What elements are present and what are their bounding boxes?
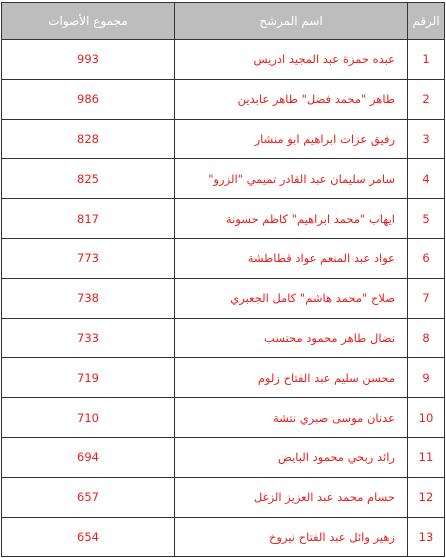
table-body bbox=[2, 40, 445, 557]
table-row bbox=[2, 119, 445, 159]
header-votes: مجموع الأصوات bbox=[2, 3, 175, 40]
candidate-number-cell: 3 bbox=[408, 119, 445, 159]
candidate-number-cell: 13 bbox=[408, 517, 445, 557]
candidate-name-cell: طاهر "محمد فضل" طاهر عابدين bbox=[175, 79, 408, 119]
candidate-name-cell: عدنان موسى صبري نتشة bbox=[175, 398, 408, 438]
candidates-votes-table bbox=[1, 2, 445, 557]
candidate-name-cell: محسن سليم عبد الفتاح زلوم bbox=[175, 358, 408, 398]
candidate-number-cell: 4 bbox=[408, 159, 445, 199]
table-row bbox=[2, 40, 445, 80]
candidate-number-cell: 1 bbox=[408, 40, 445, 80]
table-row bbox=[2, 318, 445, 358]
votes-cell: 825 bbox=[2, 159, 175, 199]
votes-cell: 993 bbox=[2, 40, 175, 80]
votes-cell: 710 bbox=[2, 398, 175, 438]
candidate-number-cell: 6 bbox=[408, 238, 445, 278]
candidate-name-cell: نضال طاهر محمود محتسب bbox=[175, 318, 408, 358]
votes-cell: 828 bbox=[2, 119, 175, 159]
table-row bbox=[2, 79, 445, 119]
candidate-number-cell: 12 bbox=[408, 477, 445, 517]
candidate-name-cell: صلاح "محمد هاشم" كامل الجعبري bbox=[175, 278, 408, 318]
table-row bbox=[2, 477, 445, 517]
votes-cell: 733 bbox=[2, 318, 175, 358]
candidate-number-cell: 7 bbox=[408, 278, 445, 318]
table-row bbox=[2, 278, 445, 318]
candidate-number-cell: 5 bbox=[408, 199, 445, 239]
header-num: الرقم bbox=[408, 3, 445, 40]
candidate-name-cell: عواد عبد المنعم عواد قطاطشة bbox=[175, 238, 408, 278]
candidate-number-cell: 11 bbox=[408, 437, 445, 477]
votes-cell: 694 bbox=[2, 437, 175, 477]
table-row bbox=[2, 437, 445, 477]
votes-cell: 719 bbox=[2, 358, 175, 398]
header-name: اسم المرشح bbox=[175, 3, 408, 40]
table-row bbox=[2, 517, 445, 557]
candidate-name-cell: رفيق عزات ابراهيم ابو منشار bbox=[175, 119, 408, 159]
candidate-number-cell: 10 bbox=[408, 398, 445, 438]
candidate-name-cell: زهير وائل عبد الفتاح نيروخ bbox=[175, 517, 408, 557]
candidate-number-cell: 2 bbox=[408, 79, 445, 119]
candidate-name-cell: ايهاب "محمد ابراهيم" كاظم حسونة bbox=[175, 199, 408, 239]
votes-cell: 773 bbox=[2, 238, 175, 278]
votes-cell: 654 bbox=[2, 517, 175, 557]
table-row bbox=[2, 199, 445, 239]
votes-cell: 817 bbox=[2, 199, 175, 239]
header-row bbox=[2, 3, 445, 40]
candidate-number-cell: 9 bbox=[408, 358, 445, 398]
table-row bbox=[2, 398, 445, 438]
candidate-name-cell: عبده حمزة عبد المجيد ادريس bbox=[175, 40, 408, 80]
candidate-number-cell: 8 bbox=[408, 318, 445, 358]
votes-cell: 986 bbox=[2, 79, 175, 119]
candidate-name-cell: حسام محمد عبد العزيز الزغل bbox=[175, 477, 408, 517]
votes-cell: 657 bbox=[2, 477, 175, 517]
candidate-name-cell: سامر سليمان عبد القادر تميمي "الزرو" bbox=[175, 159, 408, 199]
candidate-name-cell: رائد ربحي محمود البايض bbox=[175, 437, 408, 477]
table-row bbox=[2, 358, 445, 398]
table-row bbox=[2, 159, 445, 199]
votes-cell: 738 bbox=[2, 278, 175, 318]
table-row bbox=[2, 238, 445, 278]
